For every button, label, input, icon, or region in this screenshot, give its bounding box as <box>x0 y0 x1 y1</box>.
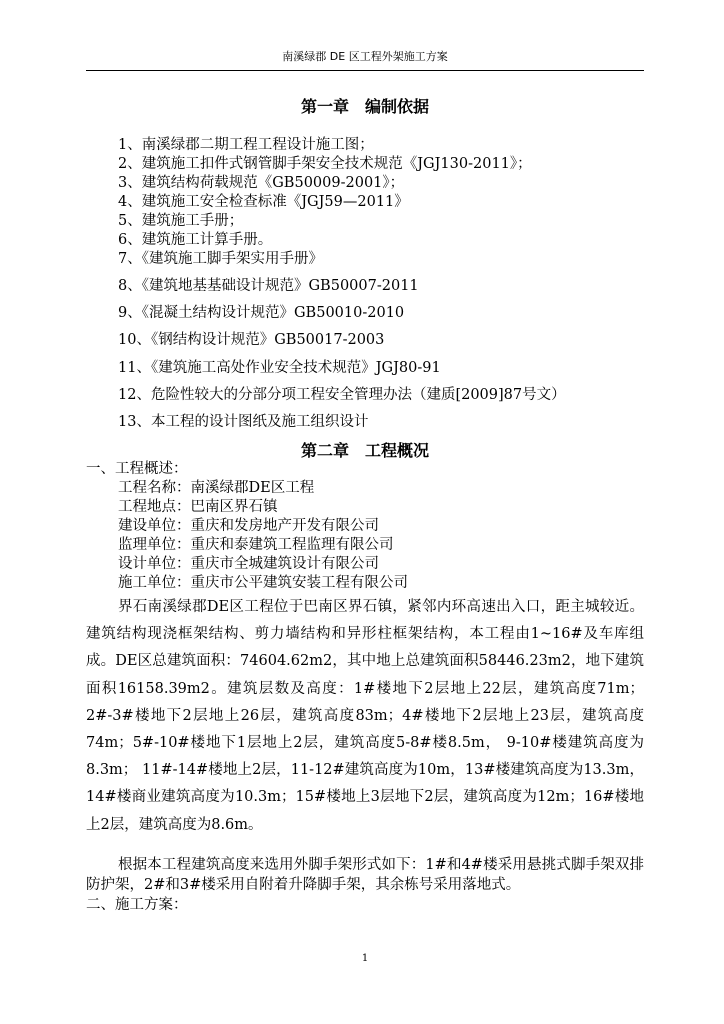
chapter-2-title: 第二章 工程概况 <box>300 441 429 460</box>
project-info-line: 设计单位：重庆市全城建筑设计有限公司 <box>118 556 379 572</box>
reference-item: 4、建筑施工安全检查标准《JGJ59—2011》 <box>118 194 409 210</box>
scaffold-selection-paragraph <box>86 855 644 895</box>
chapter-1-title: 第一章 编制依据 <box>300 97 429 116</box>
reference-item: 13、本工程的设计图纸及施工组织设计 <box>118 414 369 430</box>
project-description-text: 界石南溪绿郡DE区工程位于巴南区界石镇，紧邻内环高速出入口，距主城较近。建筑结构现浇框架结构、剪力墙结构和异形柱框架结构，本工程由1~16#及车库组成。DE区总建筑面积：74604.62m2，其中地上总建筑面积58446.23m2，地下建筑面积16158.39m2。建筑层数及高度：1#楼地下2层地上22层，建筑高度71m；2#-3#楼地下2层地上26层，建筑高度83m；4#楼地下2层地上23层，建筑高度74m；5#-10#楼地下1层地上2层，建筑高度5-8#楼8.5m， 9-10#楼建筑高度为8.3m； 11#-14#楼地上2层，11-12#建筑高度为10m，13#楼建筑高度为13.3m，14#楼商业建筑高度为10.3m；15#楼地上3层地下2层，建筑高度为12m；16#楼地上2层，建筑高度为8.6m。 <box>86 599 644 833</box>
reference-item: 1、南溪绿郡二期工程工程设计施工图； <box>118 137 374 153</box>
reference-item: 2、建筑施工扣件式钢管脚手架安全技术规范《JGJ130-2011》； <box>118 156 532 172</box>
reference-item: 11、《建筑施工高处作业安全技术规范》JGJ80-91 <box>118 360 441 376</box>
page-number: 1 <box>361 953 369 964</box>
project-info-line: 监理单位：重庆和泰建筑工程监理有限公司 <box>118 537 394 553</box>
reference-item: 7、《建筑施工脚手架实用手册》 <box>118 251 323 267</box>
reference-item: 10、《钢结构设计规范》GB50017-2003 <box>118 332 385 348</box>
reference-item: 3、建筑结构荷载规范《GB50009-2001》； <box>118 175 405 191</box>
page-header: 南溪绿郡 DE 区工程外架施工方案 <box>282 50 448 63</box>
section-heading: 一、工程概述： <box>86 461 188 477</box>
project-info-line: 工程地点：巴南区界石镇 <box>118 499 278 515</box>
scaffold-selection-text: 根据本工程建筑高度来选用外脚手架形式如下：1#和4#楼采用悬挑式脚手架双排防护架，2#和3#楼采用自附着升降脚手架，其余栋号采用落地式。 <box>86 857 644 893</box>
section-heading: 二、施工方案： <box>86 897 188 913</box>
reference-item: 9、《混凝土结构设计规范》GB50010-2010 <box>118 305 405 321</box>
reference-item: 8、《建筑地基基础设计规范》GB50007-2011 <box>118 278 419 294</box>
reference-item: 5、建筑施工手册； <box>118 213 244 229</box>
project-info-line: 建设单位：重庆和发房地产开发有限公司 <box>118 518 379 534</box>
header-divider <box>86 70 644 71</box>
reference-item: 12、危险性较大的分部分项工程安全管理办法（建质[2009]87号文） <box>118 387 566 403</box>
reference-item: 6、建筑施工计算手册。 <box>118 232 273 248</box>
project-info-line: 施工单位：重庆市公平建筑安装工程有限公司 <box>118 575 408 591</box>
project-description-paragraph <box>86 594 644 839</box>
project-info-line: 工程名称：南溪绿郡DE区工程 <box>118 480 315 496</box>
